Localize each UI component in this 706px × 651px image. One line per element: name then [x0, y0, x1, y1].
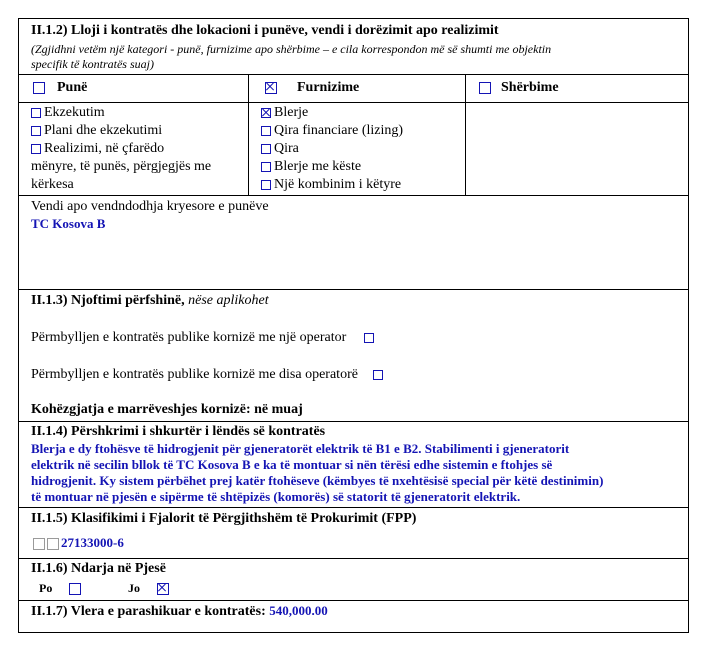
checkbox-one-operator[interactable]	[364, 333, 374, 343]
category-pune[interactable]: Punë	[33, 80, 87, 96]
estimated-value-line	[31, 603, 328, 620]
checkbox-po[interactable]	[69, 583, 81, 595]
section-115-title: II.1.5) Klasifikimi i Fjalorit të Përgjithshëm të Prokurimit (FPP)	[31, 511, 417, 526]
cpv-box-1	[33, 538, 45, 550]
framework-duration: Kohëzgjatja e marrëveshjes kornizë: në muaj	[31, 402, 303, 417]
option-plani-ekzekutimi[interactable]: Plani dhe ekzekutimi	[31, 122, 162, 140]
pune-options	[31, 104, 246, 196]
category-furnizime[interactable]: Furnizime	[265, 80, 359, 96]
option-realizimi-cont1: mënyre, të punës, përgjegjës me	[31, 159, 212, 174]
options-row	[19, 103, 688, 196]
section-117	[19, 601, 688, 632]
location-label: Vendi apo vendndodhja kryesore e punëve	[31, 199, 269, 214]
option-blerje[interactable]: Blerje	[261, 104, 308, 122]
description-line: të montuar në pjesën e sipërme të shtëpizës (komorës) së statorit të gjeneratorit elektrik.	[31, 489, 521, 504]
framework-multi-operator[interactable]: Përmbylljen e kontratës publike kornizë me disa operatorë	[31, 367, 386, 383]
lots-po[interactable]: Po	[39, 581, 84, 596]
checkbox-ekzekutim[interactable]	[31, 108, 41, 118]
estimated-value[interactable]: 540,000.00	[269, 603, 328, 618]
section-114-title: II.1.4) Përshkrimi i shkurtër i lëndës së kontratës	[31, 424, 326, 439]
lots-jo[interactable]: Jo	[128, 581, 172, 596]
section-116	[19, 559, 688, 601]
section-115	[19, 508, 688, 559]
cpv-code: 27133000-6	[61, 535, 124, 550]
checkbox-furnizime[interactable]	[265, 82, 277, 94]
checkbox-realizimi[interactable]	[31, 144, 41, 154]
checkbox-pune[interactable]	[33, 82, 45, 94]
section-113	[19, 290, 688, 422]
checkbox-jo[interactable]	[157, 583, 169, 595]
option-ekzekutim[interactable]: Ekzekutim	[31, 104, 105, 122]
category-sherbime[interactable]: Shërbime	[479, 80, 559, 96]
description-line: Blerja e dy ftohësve të hidrogjenit për gjeneratorët elektrik të B1 e B2. Stabilimenti i gjeneratorit	[31, 441, 570, 456]
section-112-title: II.1.2) Lloji i kontratës dhe lokacioni i punëve, vendi i dorëzimit apo realizimit	[31, 23, 499, 38]
description-line: elektrik në secilin bllok të TC Kosova B e ka të montuar si nën tërësi edhe sistemin e ftohjes së	[31, 457, 553, 472]
checkbox-qira-financiare[interactable]	[261, 126, 271, 136]
cpv-code-field[interactable]	[33, 535, 124, 551]
section-112-note-line2: specifik të kontratës suaj)	[31, 57, 154, 71]
option-realizimi-cont2: kërkesa	[31, 177, 74, 192]
description-line: hidrogjenit. Ky sistem përbëhet prej katër ftohëseve (këmbyes të nxehtësisë special për këtë destinimin)	[31, 473, 604, 488]
checkbox-blerje[interactable]	[261, 108, 271, 118]
checkbox-plani-ekzekutimi[interactable]	[31, 126, 41, 136]
section-112-header	[19, 19, 688, 75]
checkbox-kombinim[interactable]	[261, 180, 271, 190]
checkbox-multi-operator[interactable]	[373, 370, 383, 380]
option-qira[interactable]: Qira	[261, 140, 299, 158]
procurement-form	[18, 18, 689, 633]
section-116-title: II.1.6) Ndarja në Pjesë	[31, 561, 166, 576]
cpv-box-2	[47, 538, 59, 550]
framework-one-operator[interactable]: Përmbylljen e kontratës publike kornizë me një operator	[31, 330, 377, 346]
checkbox-sherbime[interactable]	[479, 82, 491, 94]
location-value[interactable]: TC Kosova B	[31, 216, 106, 231]
option-blerje-me-keste[interactable]: Blerje me këste	[261, 158, 361, 176]
section-112-note-line1: (Zgjidhni vetëm një kategori - punë, furnizime apo shërbime – e cila korrespondon më së shumti me objektin	[31, 42, 552, 56]
checkbox-blerje-me-keste[interactable]	[261, 162, 271, 172]
option-qira-financiare[interactable]: Qira financiare (lizing)	[261, 122, 403, 140]
location-row	[19, 196, 688, 290]
section-113-title: II.1.3) Njoftimi përfshinë, nëse aplikohet	[31, 293, 269, 308]
checkbox-qira[interactable]	[261, 144, 271, 154]
section-114	[19, 422, 688, 508]
furnizime-options	[261, 104, 461, 196]
option-realizimi[interactable]: Realizimi, në çfarëdo	[31, 140, 164, 158]
option-kombinim[interactable]: Një kombinim i këtyre	[261, 176, 401, 194]
section-117-title: II.1.7) Vlera e parashikuar e kontratës:	[31, 604, 266, 619]
category-header-row	[19, 75, 688, 103]
